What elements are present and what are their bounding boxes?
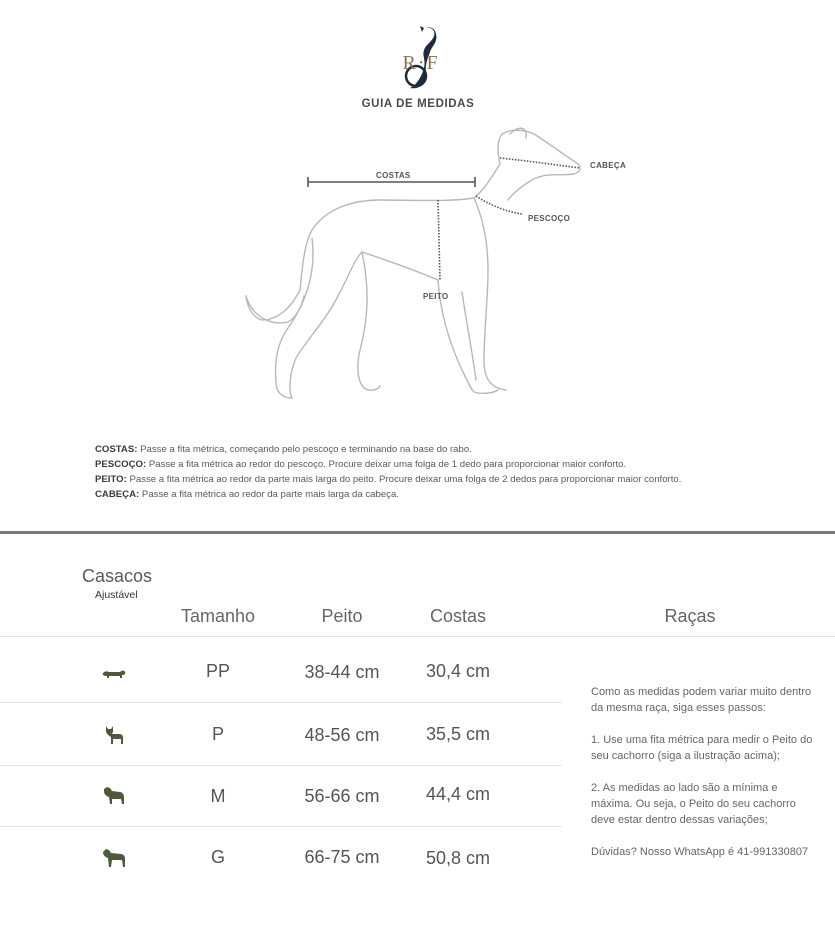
instruction-cabeca: CABEÇA: Passe a fita métrica ao redor da parte mais larga da cabeça. <box>95 489 399 500</box>
pescoco-label: PESCOÇO <box>528 214 571 223</box>
racas-info-step-1: 1. Use uma fita métrica para medir o Peito do seu cachorro (siga a ilustração acima); <box>591 734 813 762</box>
measurement-instructions <box>95 442 795 502</box>
cell-peito: 66-75 cm <box>304 847 380 867</box>
racas-info <box>591 684 821 876</box>
instruction-peito: PEITO: Passe a fita métrica ao redor da parte mais larga do peito. Procure deixar uma folga de 2 dedos para proporcionar maior conforto. <box>95 474 682 485</box>
cell-peito: 38-44 cm <box>304 662 380 682</box>
cell-costas: 44,4 cm <box>425 784 491 804</box>
medium-dog-icon <box>101 785 127 807</box>
large-dog-icon <box>101 847 127 869</box>
brand-letters: R·F <box>402 52 440 74</box>
header-tamanho: Tamanho <box>180 606 256 626</box>
costas-label: COSTAS <box>376 171 411 180</box>
guide-title: GUIA DE MEDIDAS <box>361 98 475 110</box>
table-title: Casacos <box>82 566 153 586</box>
cell-costas: 50,8 cm <box>425 848 491 868</box>
row-rule <box>0 765 562 766</box>
dog-measurement-diagram <box>230 120 650 410</box>
racas-info-intro: Como as medidas podem variar muito dentro da mesma raça, siga esses passos: <box>591 686 812 714</box>
instruction-costas: COSTAS: Passe a fita métrica, começando pelo pescoço e terminando na base do rabo. <box>95 444 472 455</box>
peito-label: PEITO <box>423 292 449 301</box>
table-subtitle: Ajustável <box>95 589 138 601</box>
cabeca-label: CABEÇA <box>590 161 627 170</box>
cell-peito: 56-66 cm <box>304 786 380 806</box>
racas-info-step-2: 2. As medidas ao lado são a mínima e máxima. Ou seja, o Peito do seu cachorro deve estar dentro dessas variações; <box>591 782 796 826</box>
cell-tamanho: G <box>210 847 225 867</box>
small-dog-icon <box>101 724 127 746</box>
dachshund-icon <box>101 663 127 685</box>
header-rule <box>0 636 835 637</box>
cell-costas: 30,4 cm <box>425 661 491 681</box>
racas-info-contact: Dúvidas? Nosso WhatsApp é 41-991330807 <box>591 846 809 858</box>
cell-tamanho: M <box>210 786 226 806</box>
cell-tamanho: PP <box>205 661 230 681</box>
cell-peito: 48-56 cm <box>304 725 380 745</box>
row-rule <box>0 702 562 703</box>
instruction-pescoco: PESCOÇO: Passe a fita métrica ao redor do pescoço. Procure deixar uma folga de 1 dedo para proporcionar maior conforto. <box>95 459 627 470</box>
section-divider <box>0 531 835 534</box>
header-peito: Peito <box>321 606 363 626</box>
cell-tamanho: P <box>211 724 224 744</box>
row-rule <box>0 826 562 827</box>
header-costas: Costas <box>429 606 487 626</box>
cell-costas: 35,5 cm <box>425 724 491 744</box>
header-racas: Raças <box>664 606 716 626</box>
